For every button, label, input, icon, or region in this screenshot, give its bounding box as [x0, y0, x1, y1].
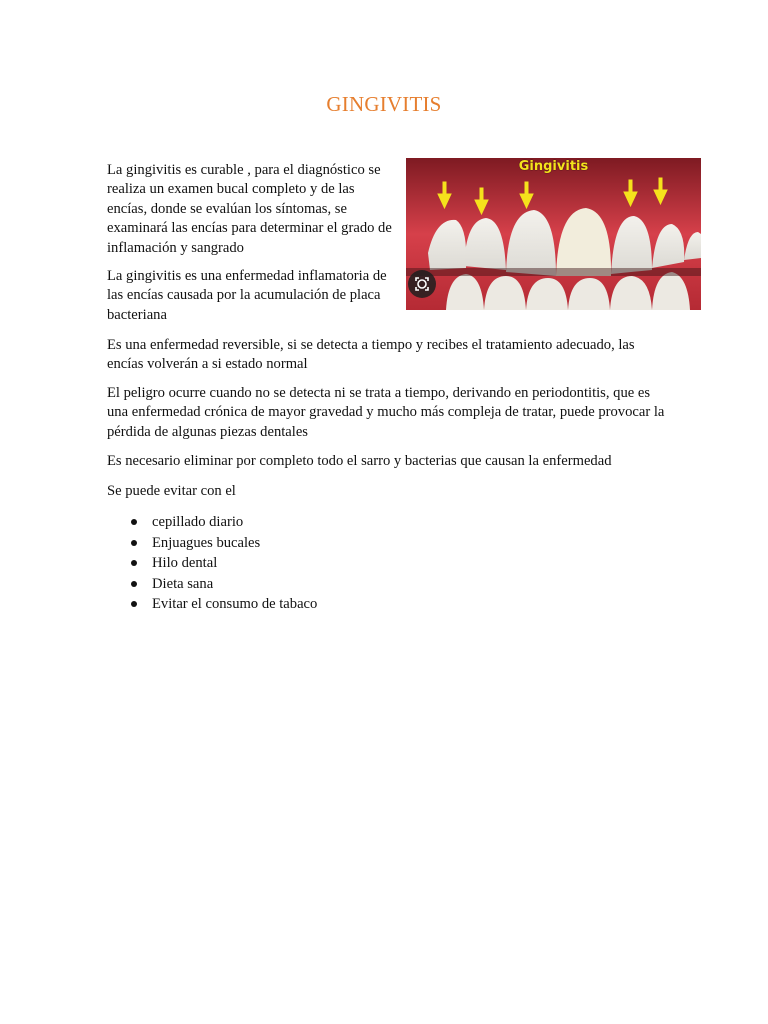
prevention-list [107, 512, 317, 615]
paragraph-diagnosis: La gingivitis es curable , para el diagnóstico se realiza un examen bucal completo y de las encías, donde se evalúan los síntomas, se examinará las encías para determinar el grado de inflamación y sangrado [107, 162, 392, 256]
lens-icon[interactable] [408, 270, 436, 298]
teeth-illustration [406, 158, 701, 310]
paragraph-danger: El peligro ocurre cuando no se detecta ni se trata a tiempo, derivando en periodontitis, que es una enfermedad crónica de mayor gravedad y mucho más compleja de tratar, puede provocar la pérdida de algunas piezas dentales [107, 385, 665, 440]
page-title: GINGIVITIS [326, 92, 442, 116]
paragraph-prevention-intro: Se puede evitar con el [107, 483, 236, 499]
bullet-icon [131, 519, 137, 525]
gingivitis-photo [406, 158, 701, 310]
bullet-icon [131, 601, 137, 607]
list-item: Hilo dental [107, 553, 317, 574]
bullet-icon [131, 581, 137, 587]
list-item: Dieta sana [107, 574, 317, 595]
paragraph-reversible: Es una enfermedad reversible, si se detecta a tiempo y recibes el tratamiento adecuado, las encías volverán a si estado normal [107, 337, 635, 373]
paragraph-definition: La gingivitis es una enfermedad inflamatoria de las encías causada por la acumulación de placa bacteriana [107, 268, 387, 323]
paragraph-treatment: Es necesario eliminar por completo todo el sarro y bacterias que causan la enfermedad [107, 453, 612, 469]
list-item: cepillado diario [107, 512, 317, 533]
bullet-icon [131, 540, 137, 546]
list-item: Enjuagues bucales [107, 533, 317, 554]
bullet-icon [131, 560, 137, 566]
list-item: Evitar el consumo de tabaco [107, 594, 317, 615]
photo-label: Gingivitis [518, 159, 589, 174]
